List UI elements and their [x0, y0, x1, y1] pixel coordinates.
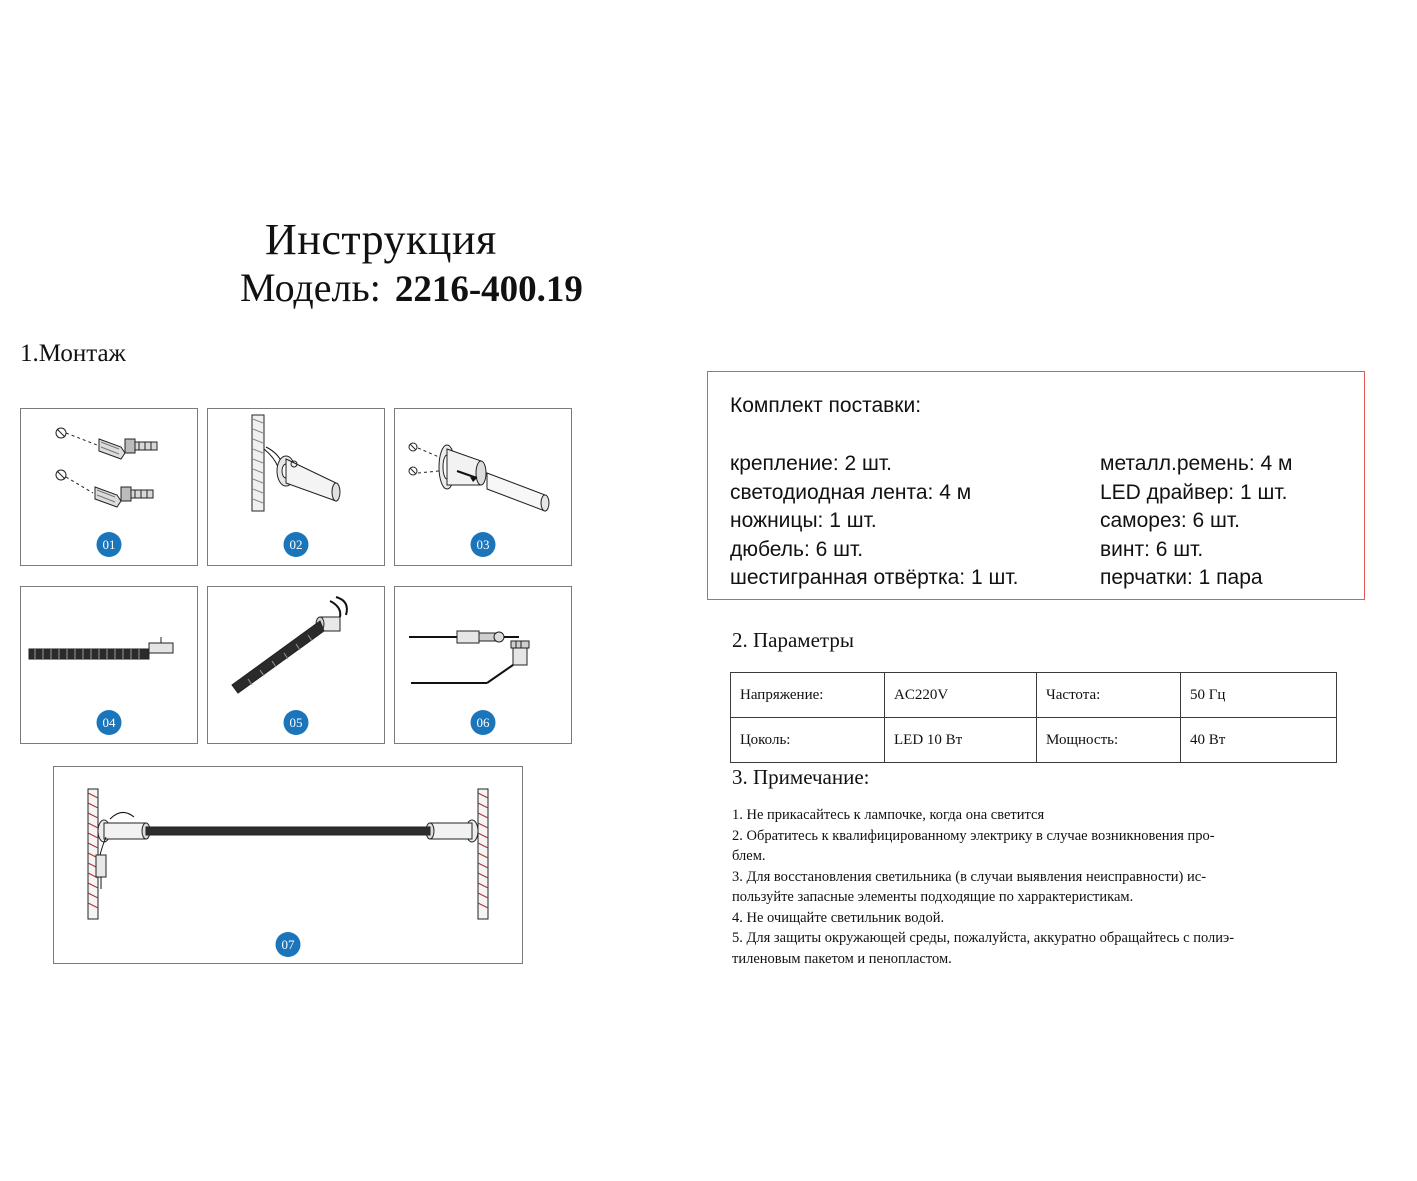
model-label: Модель:	[240, 265, 381, 311]
note-line: 1. Не прикасайтесь к лампочке, когда она светится	[732, 807, 1045, 823]
kit-items-left	[730, 450, 1018, 593]
figure-badge: 04	[97, 710, 122, 735]
notes-list	[732, 805, 1352, 969]
figure-badge: 02	[284, 532, 309, 557]
param-label: Напряжение:	[731, 673, 885, 718]
note-line: тиленовым пакетом и пенопластом.	[732, 950, 952, 967]
param-label: Мощность:	[1037, 718, 1181, 763]
wall-mount-bracket-icon	[208, 409, 384, 539]
figure-07	[53, 766, 523, 964]
kit-item: крепление: 2 шт.	[730, 452, 893, 475]
figure-03	[394, 408, 572, 566]
note-line: 5. Для защиты окружающей среды, пожалуйста, аккуратно обращайтесь с полиэ-	[732, 930, 1235, 946]
kit-items-right	[1100, 450, 1292, 593]
model-line	[240, 264, 940, 312]
param-value: 40 Вт	[1181, 718, 1337, 763]
kit-title: Комплект поставки:	[730, 394, 922, 417]
figure-06	[394, 586, 572, 744]
page-title: Инструкция	[265, 215, 497, 264]
params-table	[730, 672, 1337, 763]
model-value: 2216-400.19	[394, 269, 583, 311]
kit-item: ножницы: 1 шт.	[730, 509, 877, 532]
kit-item: металл.ремень: 4 м	[1100, 452, 1293, 475]
figure-badge: 05	[284, 710, 309, 735]
kit-item: шестигранная отвёртка: 1 шт.	[730, 566, 1019, 589]
kit-contents-box	[707, 371, 1365, 600]
strip-into-tube-icon	[208, 587, 384, 717]
note-line: 2. Обратитесь к квалифицированному электрику в случае возникновения про-	[732, 827, 1215, 844]
fixture-assembly-icon	[395, 409, 571, 539]
title-block	[240, 215, 940, 313]
param-label: Частота:	[1037, 673, 1181, 718]
cable-and-connector-icon	[395, 587, 571, 717]
figure-badge: 01	[97, 532, 122, 557]
kit-item: дюбель: 6 шт.	[730, 537, 864, 561]
table-row	[731, 673, 1337, 718]
param-label: Цоколь:	[731, 718, 885, 763]
figure-01	[20, 408, 198, 566]
full-assembly-icon	[54, 767, 522, 937]
notes-title: 3. Примечание:	[732, 765, 870, 789]
kit-item: перчатки: 1 пара	[1100, 566, 1263, 589]
figure-badge: 03	[471, 532, 496, 557]
param-value: 50 Гц	[1181, 673, 1337, 718]
note-line: 3. Для восстановления светильника (в случаи выявления неисправности) ис-	[732, 868, 1207, 885]
figure-04	[20, 586, 198, 744]
param-value: AC220V	[885, 673, 1037, 718]
kit-item: LED драйвер: 1 шт.	[1100, 480, 1288, 504]
params-title: 2. Параметры	[732, 628, 854, 652]
figure-badge: 07	[276, 932, 301, 957]
kit-item: саморез: 6 шт.	[1100, 509, 1240, 532]
kit-item: винт: 6 шт.	[1100, 537, 1204, 561]
section-mount-title: 1.Монтаж	[20, 340, 126, 367]
note-line: 4. Не очищайте светильник водой.	[732, 909, 945, 926]
figure-02	[207, 408, 385, 566]
figure-badge: 06	[471, 710, 496, 735]
note-line: пользуйте запасные элементы подходящие по харрактеристикам.	[732, 889, 1134, 905]
param-value: LED 10 Вт	[885, 718, 1037, 763]
led-strip-cut-icon	[21, 587, 197, 707]
note-line: блем.	[732, 848, 766, 864]
table-row	[731, 718, 1337, 763]
figure-05	[207, 586, 385, 744]
kit-item: светодиодная лента: 4 м	[730, 480, 972, 504]
anchors-and-screws-icon	[21, 409, 197, 529]
